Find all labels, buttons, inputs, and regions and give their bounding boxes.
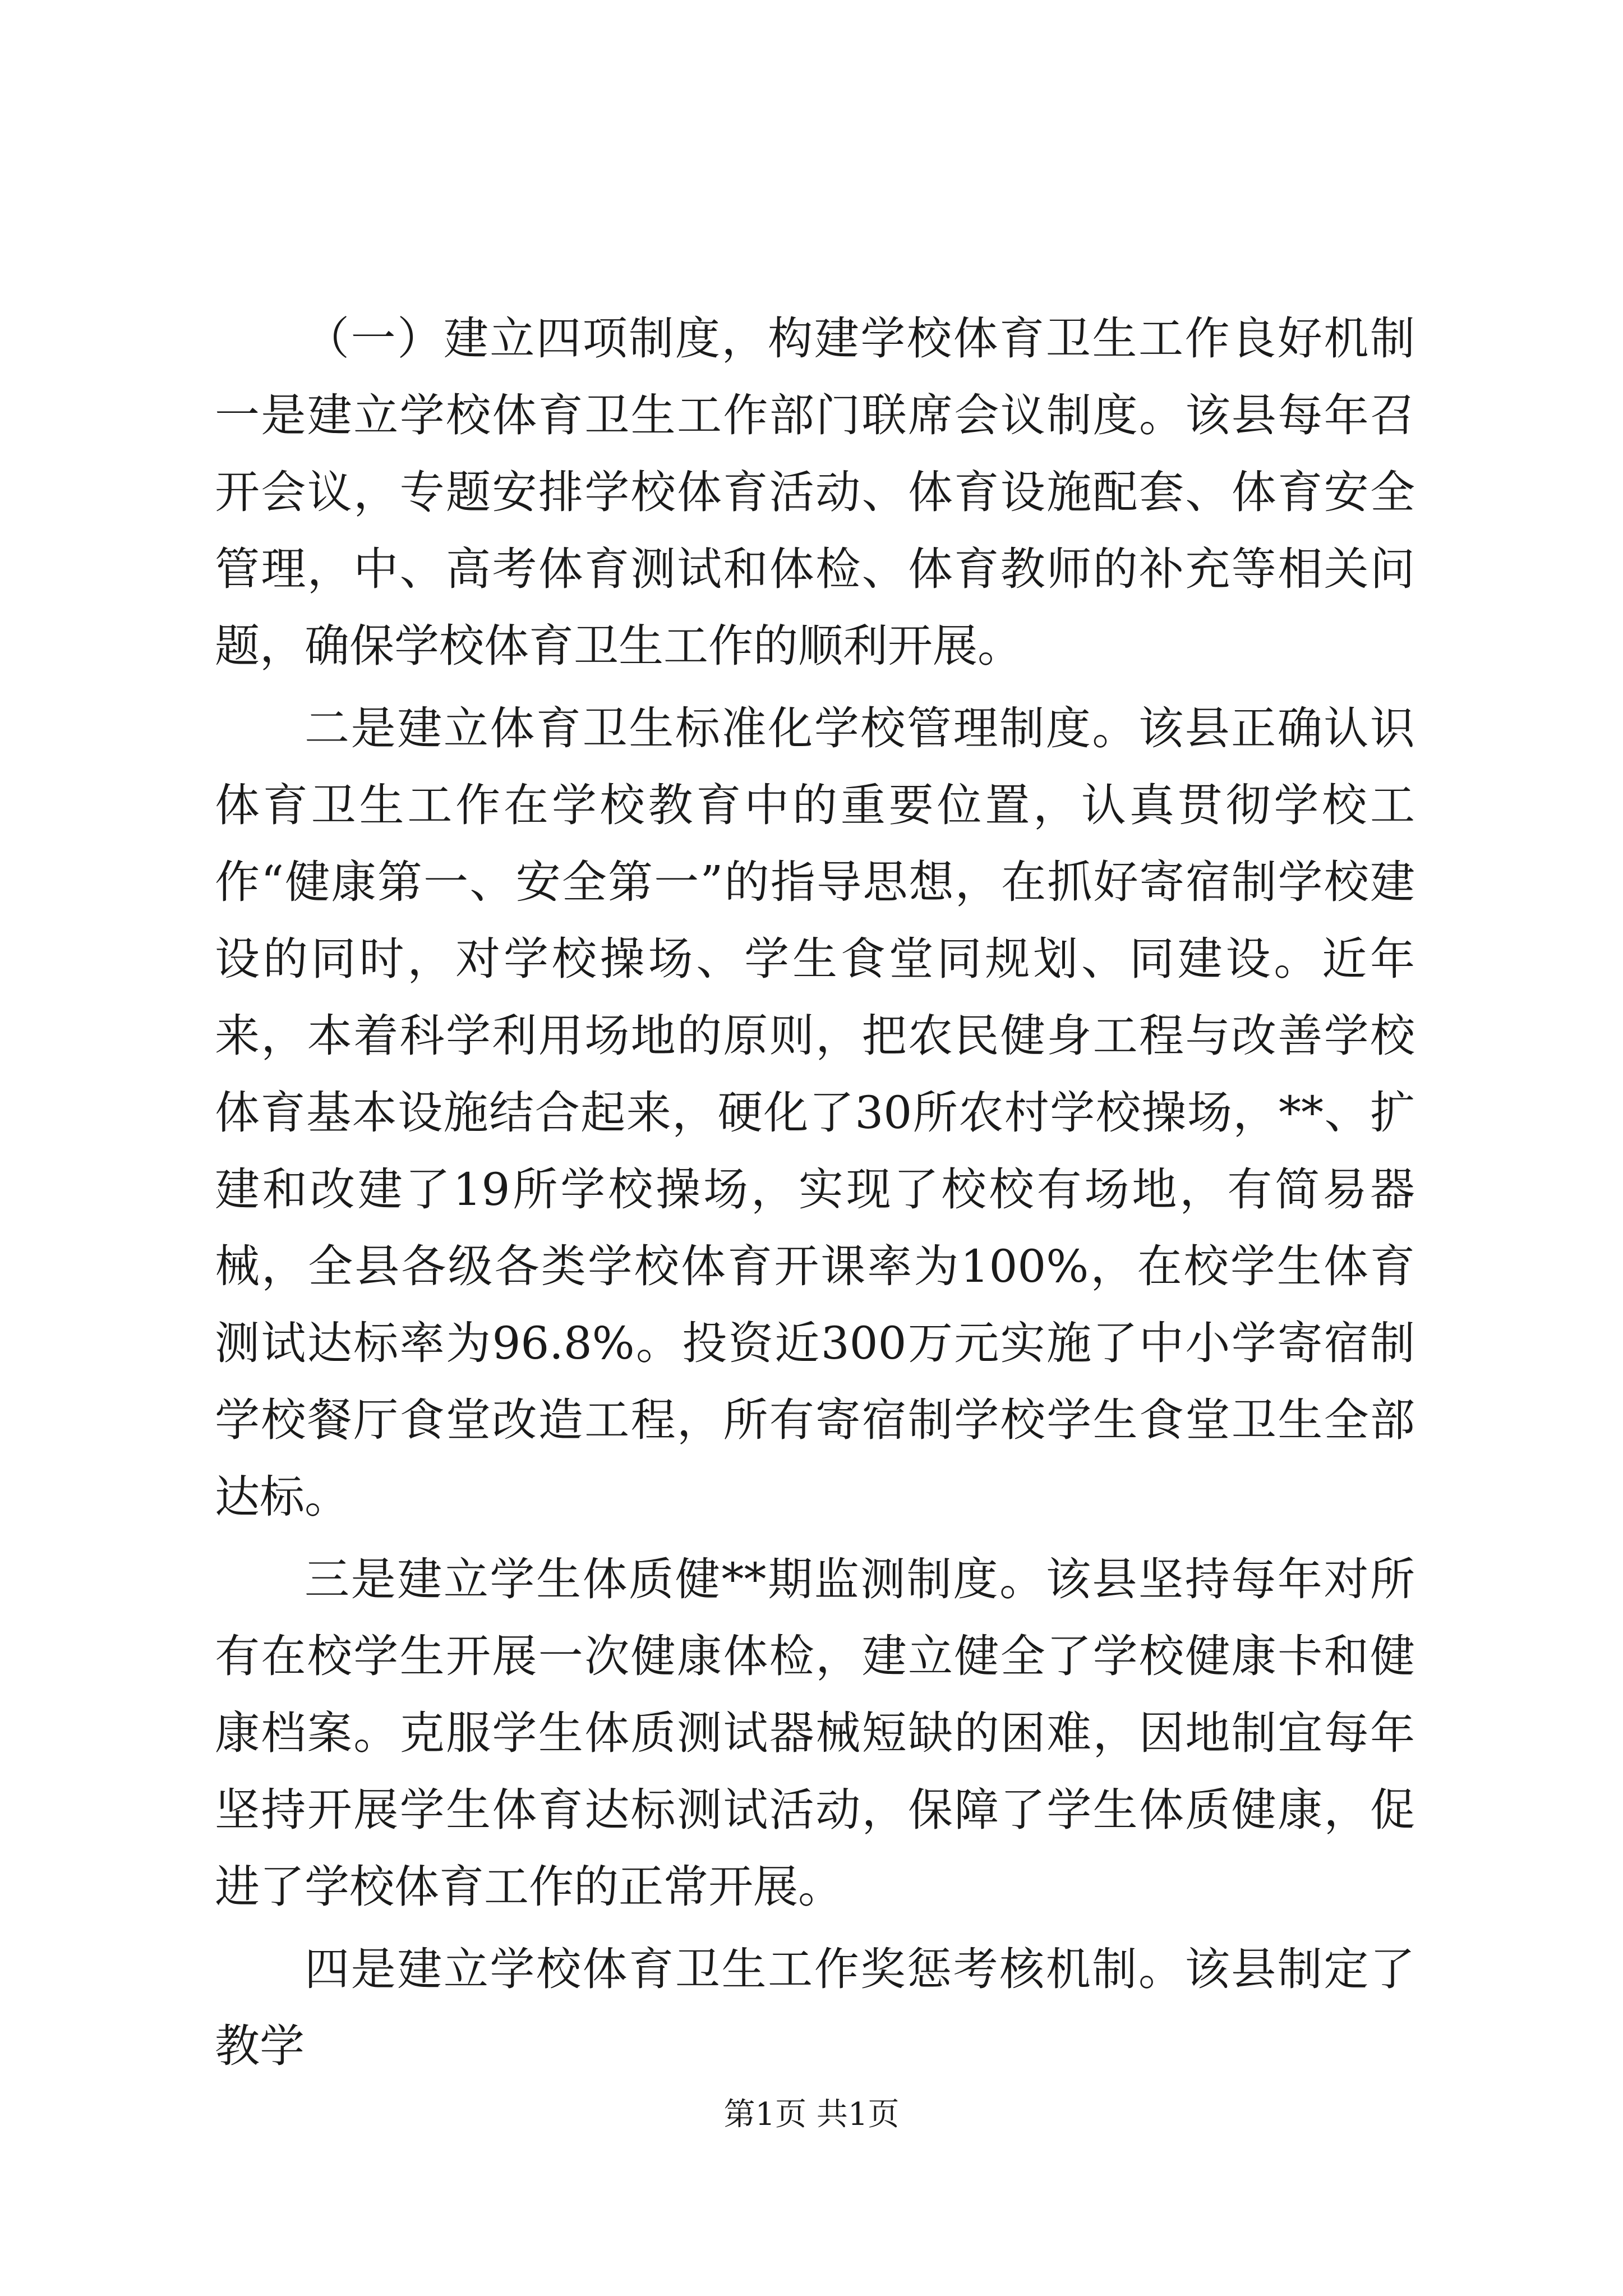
paragraph-3: 三是建立学生体质健**期监测制度。该县坚持每年对所有在校学生开展一次健康体检，建立健全了学校健康卡和健康档案。克服学生体质测试器械短缺的困难，因地制宜每年坚持开展学生体育达标测试活动，保障了学生体质健康，促进了学校体育工作的正常开展。 — [215, 1553, 1415, 1913]
page-number-label: 第1页 共1页 — [723, 2096, 900, 2133]
document-body — [215, 300, 1415, 2090]
paragraph-2: 二是建立体育卫生标准化学校管理制度。该县正确认识体育卫生工作在学校教育中的重要位置，认真贯彻学校工作“健康第一、安全第一”的指导思想，在抓好寄宿制学校建设的同时，对学校操场、学生食堂同规划、同建设。近年来，本着科学利用场地的原则，把农民健身工程与改善学校体育基本设施结合起来，硬化了30所农村学校操场，**、扩建和改建了19所学校操场，实现了校校有场地，有简易器械，全县各级各类学校体育开课率为100%，在校学生体育测试达标率为96.8%。投资近300万元实施了中小学寄宿制学校餐厅食堂改造工程，所有寄宿制学校学生食堂卫生全部达标。 — [215, 702, 1415, 1523]
paragraph-4: 四是建立学校体育卫生工作奖惩考核机制。该县制定了教学 — [215, 1943, 1415, 2072]
page-footer — [0, 2095, 1623, 2134]
paragraph-1: （一）建立四项制度，构建学校体育卫生工作良好机制一是建立学校体育卫生工作部门联席会议制度。该县每年召开会议，专题安排学校体育活动、体育设施配套、体育安全管理，中、高考体育测试和体检、体育教师的补充等相关问题，确保学校体育卫生工作的顺利开展。 — [215, 312, 1415, 672]
